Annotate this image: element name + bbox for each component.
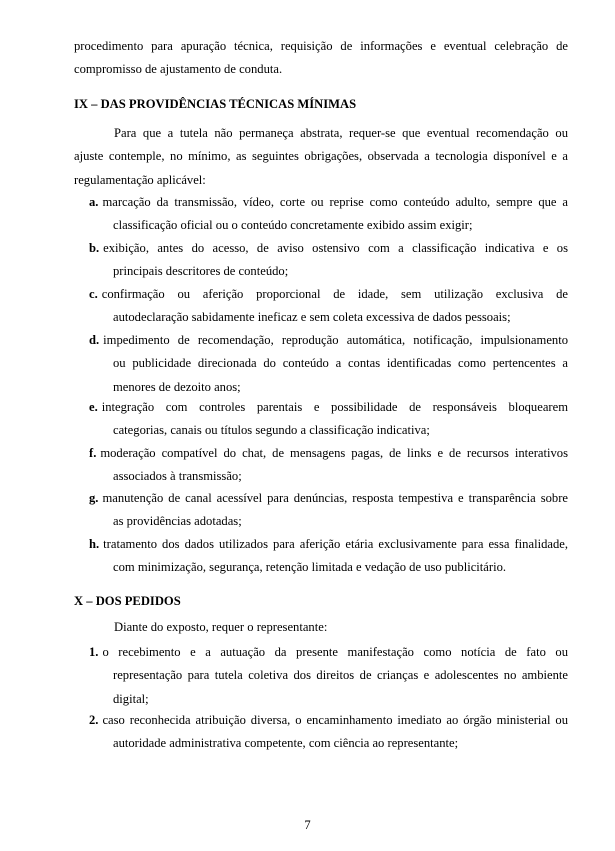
list-item-text: representação para tutela coletiva dos direitos de crianças e adolescentes no ambiente xyxy=(113,668,568,683)
section-x-paragraph: Diante do exposto, requer o representante: xyxy=(114,620,328,634)
page-number: 7 xyxy=(304,818,311,832)
list-item-h xyxy=(89,533,568,580)
request-item-1 xyxy=(89,641,568,711)
list-item-text: moderação compatível do chat, de mensagens pagas, de links e de recursos interativos xyxy=(100,446,568,460)
intro-line-2: compromisso de ajustamento de conduta. xyxy=(74,62,283,77)
list-item-text: integração com controles parentais e possibilidade de responsáveis bloquearem xyxy=(101,400,568,414)
intro-line-1: procedimento para apuração técnica, requisição de informações e eventual celebração de xyxy=(74,39,568,53)
list-item-text: principais descritores de conteúdo; xyxy=(113,264,289,279)
list-item-d xyxy=(89,329,568,399)
list-item-text: o recebimento e a autuação da presente manifestação como notícia de fato ou xyxy=(102,645,568,659)
list-item-a xyxy=(89,191,568,238)
list-item-text: com minimização, segurança, retenção limitada e vedação de uso publicitário. xyxy=(113,560,507,575)
list-item-text: menores de dezoito anos; xyxy=(113,379,241,394)
list-item-marker: d. xyxy=(89,333,100,347)
section-ix-line-3: regulamentação aplicável: xyxy=(74,172,206,187)
list-item-text: manutenção de canal acessível para denúncias, resposta tempestiva e transparência sobre xyxy=(102,491,568,505)
list-item-marker: 1. xyxy=(89,645,99,659)
section-ix-line-2: ajuste contemple, no mínimo, as seguintes obrigações, observada a tecnologia disponível e a xyxy=(74,149,568,164)
list-item-c xyxy=(89,283,568,330)
list-item-text: marcação da transmissão, vídeo, corte ou reprise como conteúdo adulto, sempre que a xyxy=(102,195,568,209)
list-item-e xyxy=(89,396,568,443)
section-ix-heading: IX – DAS PROVIDÊNCIAS TÉCNICAS MÍNIMAS xyxy=(74,97,357,111)
list-item-f xyxy=(89,442,568,489)
intro-paragraph xyxy=(74,35,568,82)
list-item-text: autoridade administrativa competente, com ciência ao representante; xyxy=(113,736,459,751)
list-item-marker: g. xyxy=(89,491,99,505)
section-ix-paragraph xyxy=(74,122,568,192)
list-item-b xyxy=(89,237,568,284)
request-item-2 xyxy=(89,709,568,756)
list-item-text: autodeclaração sabidamente ineficaz e sem coleta excessiva de dados pessoais; xyxy=(113,310,511,325)
list-item-text: exibição, antes do acesso, de aviso ostensivo com a classificação indicativa e os xyxy=(103,241,568,255)
list-item-text: as providências adotadas; xyxy=(113,514,242,529)
list-item-g xyxy=(89,487,568,534)
list-item-text: associados à transmissão; xyxy=(113,469,242,484)
list-item-marker: e. xyxy=(89,400,98,414)
list-item-text: classificação oficial ou o conteúdo concretamente exibido assim exigir; xyxy=(113,218,473,233)
list-item-marker: a. xyxy=(89,195,99,209)
list-item-text: digital; xyxy=(113,691,149,706)
list-item-text: categorias, canais ou títulos segundo a classificação indicativa; xyxy=(113,423,430,438)
list-item-text: caso reconhecida atribuição diversa, o encaminhamento imediato ao órgão ministerial ou xyxy=(102,713,568,727)
section-ix-line-1: Para que a tutela não permaneça abstrata, requer-se que eventual recomendação ou xyxy=(114,126,568,140)
list-item-marker: 2. xyxy=(89,713,99,727)
list-item-marker: h. xyxy=(89,537,100,551)
list-item-marker: b. xyxy=(89,241,100,255)
list-item-marker: c. xyxy=(89,287,98,301)
list-item-text: impedimento de recomendação, reprodução automática, notificação, impulsionamento xyxy=(103,333,568,347)
list-item-text: confirmação ou aferição proporcional de idade, sem utilização exclusiva de xyxy=(101,287,568,301)
section-x-heading: X – DOS PEDIDOS xyxy=(74,594,181,608)
list-item-marker: f. xyxy=(89,446,97,460)
list-item-text: ou publicidade direcionada do conteúdo a contas identificadas como pertencentes a xyxy=(113,356,568,371)
list-item-text: tratamento dos dados utilizados para aferição etária exclusivamente para essa finalidade, xyxy=(103,537,568,551)
